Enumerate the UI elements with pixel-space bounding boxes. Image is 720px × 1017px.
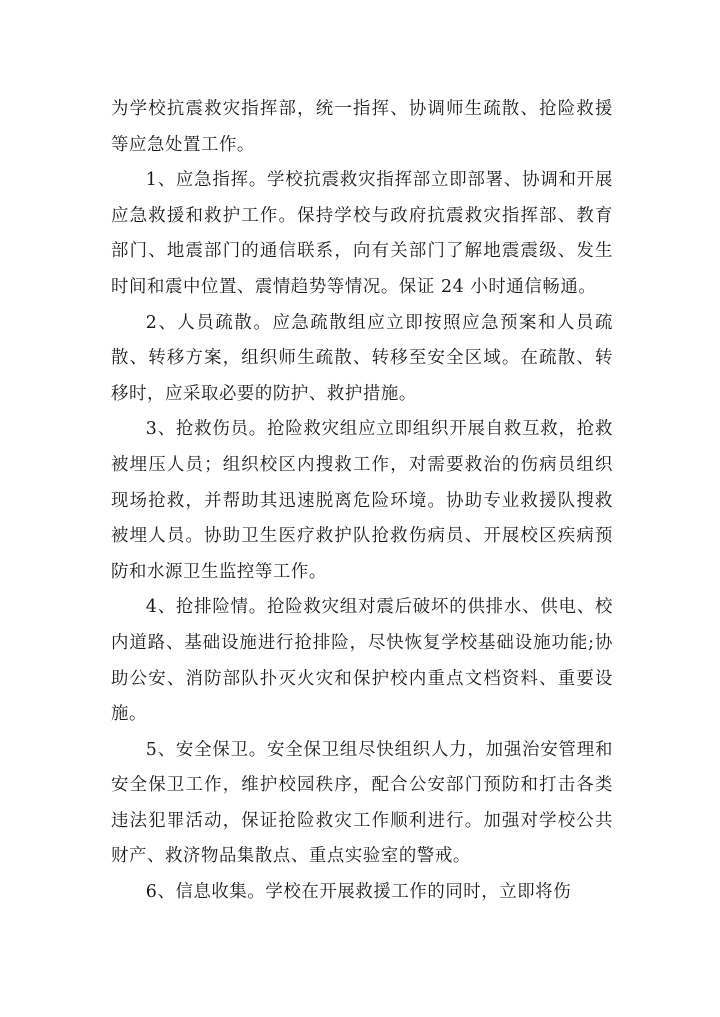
paragraph-security: 5、安全保卫。安全保卫组尽快组织人力，加强治安管理和安全保卫工作，维护校园秩序，配合公安部门预防和打击各类违法犯罪活动，保证抢险救灾工作顺利进行。加强对学校公共财产、救济物品集散点、重点实验室的警戒。: [111, 739, 613, 867]
paragraph-rescue-wounded: 3、抢救伤员。抢险救灾组应立即组织开展自救互救，抢救被埋压人员；组织校区内搜救工作，对需要救治的伤病员组织现场抢救，并帮助其迅速脱离危险环境。协助专业救援队搜救被埋人员。协助卫生医疗救护队抢救伤病员、开展校区疾病预防和水源卫生监控等工作。: [111, 419, 613, 582]
paragraph-personnel-evacuation: 2、人员疏散。应急疏散组应立即按照应急预案和人员疏散、转移方案，组织师生疏散、转移至安全区域。在疏散、转移时，应采取必要的防护、救护措施。: [111, 312, 613, 404]
paragraph-emergency-command: 1、应急指挥。学校抗震救灾指挥部立即部署、协调和开展应急救援和救护工作。保持学校与政府抗震救灾指挥部、教育部门、地震部门的通信联系，向有关部门了解地震震级、发生时间和震中位置、震情趋势等情况。保证 24 小时通信畅通。: [111, 170, 613, 297]
paragraph-hazard-repair: 4、抢排险情。抢险救灾组对震后破坏的供排水、供电、校内道路、基础设施进行抢排险，尽快恢复学校基础设施功能;协助公安、消防部队扑灭火灾和保护校内重点文档资料、重要设施。: [111, 597, 613, 725]
document-body: [111, 92, 613, 911]
paragraph-information-collection: 6、信息收集。学校在开展救援工作的同时，立即将伤: [145, 882, 572, 903]
paragraph-continuation: 为学校抗震救灾指挥部，统一指挥、协调师生疏散、抢险救援等应急处置工作。: [111, 99, 613, 155]
